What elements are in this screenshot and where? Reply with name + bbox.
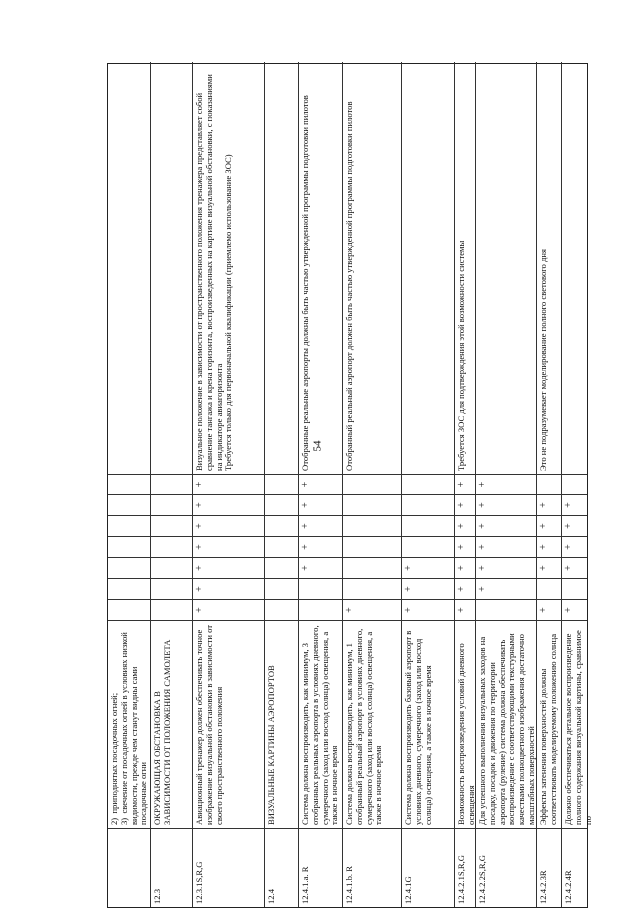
remarks-cell <box>151 62 192 475</box>
mark-cell <box>151 537 192 558</box>
mark-cell <box>108 475 150 495</box>
mark-cell: + <box>455 600 475 621</box>
mark-cell: + <box>537 537 561 558</box>
mark-cell: + <box>476 495 536 516</box>
mark-cell <box>265 516 298 537</box>
mark-cell: + <box>537 558 561 579</box>
mark-cell: + <box>193 558 264 579</box>
remarks-cell <box>108 62 150 475</box>
mark-cell: + <box>402 579 454 600</box>
table-row <box>150 62 192 907</box>
mark-cell: + <box>299 537 342 558</box>
requirements-table <box>107 63 593 908</box>
mark-cell: + <box>455 579 475 600</box>
mark-cell <box>562 579 587 600</box>
ref-cell: 12.4.2.1S,R,G <box>456 855 466 904</box>
mark-cell <box>402 537 454 558</box>
requirement-cell: ВИЗУАЛЬНЫЕ КАРТИНЫ АЭРОПОРТОВ <box>265 621 298 829</box>
mark-cell <box>476 600 536 621</box>
remarks-cell <box>476 62 536 475</box>
requirement-cell: Эффекты затенения поверхностей должны соответствовать моделируемому положению солнца <box>537 621 561 829</box>
requirement-cell <box>108 621 150 829</box>
requirement-item: 3) свечение от посадочных огней в условиях низкой видимости, прежде чем станут видны сами посадочные огни <box>118 632 149 825</box>
table-row <box>264 62 298 907</box>
mark-cell <box>151 495 192 516</box>
table-row <box>454 62 475 907</box>
mark-cell <box>402 475 454 495</box>
mark-cell: + <box>193 537 264 558</box>
mark-cell: + <box>476 558 536 579</box>
mark-cell <box>265 600 298 621</box>
ref-cell: 12.4.1.b. R <box>344 866 354 904</box>
mark-cell: + <box>193 495 264 516</box>
table-row <box>192 62 264 907</box>
remarks-cell: Отобранные реальные аэропорты должны быть частью утвержденной программы подготовки пилотов <box>299 62 342 475</box>
mark-cell <box>265 537 298 558</box>
requirement-cell: ОКРУЖАЮЩАЯ ОБСТАНОВКА В ЗАВИСИМОСТИ ОТ ПОЛОЖЕНИЯ САМОЛЕТА <box>151 621 192 829</box>
mark-cell <box>265 558 298 579</box>
requirement-cell: Система должна воспроизводить базовый аэропорт в условиях дневного, сумеречного (заход или восход солнца) освещения, а также в ночное время <box>402 621 454 829</box>
mark-cell <box>108 579 150 600</box>
mark-cell <box>151 600 192 621</box>
mark-cell <box>402 516 454 537</box>
mark-cell <box>265 579 298 600</box>
remarks-cell: Это не подразумевает моделирование полного светового дня <box>537 62 561 475</box>
mark-cell <box>343 537 401 558</box>
mark-cell <box>265 495 298 516</box>
requirement-cell: Авиационный тренажер должен обеспечивать точное изображение визуальной обстановки в зависимости от своего пространственного положения <box>193 621 264 829</box>
page-number: 54 <box>311 440 324 452</box>
mark-cell <box>108 558 150 579</box>
mark-cell <box>562 475 587 495</box>
mark-cell: + <box>562 537 587 558</box>
mark-cell: + <box>537 516 561 537</box>
ref-cell: 12.4.1G <box>403 876 413 904</box>
mark-cell <box>151 516 192 537</box>
table-row <box>401 62 454 907</box>
mark-cell <box>108 537 150 558</box>
ref-cell: 12.4.2.3R <box>538 870 548 904</box>
remarks-cell: Отобранный реальный аэропорт должен быть частью утвержденной программы подготовки пилотов <box>343 62 401 475</box>
mark-cell: + <box>476 475 536 495</box>
remarks-cell <box>562 62 587 475</box>
mark-cell: + <box>476 579 536 600</box>
mark-cell: + <box>299 558 342 579</box>
table-row <box>342 62 401 907</box>
mark-cell: + <box>193 600 264 621</box>
ref-cell: 12.3 <box>152 888 162 904</box>
requirement-cell: Должно обеспечиваться детальное воспроизведение полного содержания визуальной картины, сравнимое по <box>562 621 587 829</box>
mark-cell: + <box>299 516 342 537</box>
requirement-cell: Возможность воспроизведения условий дневного освещения <box>455 621 475 829</box>
mark-cell <box>402 495 454 516</box>
mark-cell: + <box>455 495 475 516</box>
table-row <box>298 62 342 907</box>
mark-cell <box>343 516 401 537</box>
mark-cell: + <box>402 558 454 579</box>
mark-cell <box>151 579 192 600</box>
remarks-cell: Визуальное положение в зависимости от пространственного положения тренажера представляет собой сравнение тангажа и крена горизонта, воспроизведенных на картине визуальной обстановки, с показаниями на индикаторе авиагоризонта Требуется только для первоначальной квалификации (приемлемо использование ЗОС) <box>193 62 264 475</box>
mark-cell: + <box>455 558 475 579</box>
mark-cell: + <box>476 537 536 558</box>
mark-cell: + <box>193 475 264 495</box>
requirement-cell: Для успешного выполнения визуальных заходов на посадку, посадок и движения по территории аэропорта (руление) система должна обеспечивать воспроизведение с соответствующими текстурными качествами полноцветного изображения достаточно масштабных поверхностей <box>476 621 536 829</box>
mark-cell: + <box>455 475 475 495</box>
mark-cell <box>299 579 342 600</box>
mark-cell <box>343 579 401 600</box>
mark-cell: + <box>537 495 561 516</box>
mark-cell <box>343 495 401 516</box>
mark-cell <box>343 475 401 495</box>
mark-cell <box>108 495 150 516</box>
ref-cell: 12.4.2.4R <box>563 870 573 904</box>
mark-cell: + <box>455 537 475 558</box>
requirement-cell: Система должна воспроизводить, как минимум, 3 отобранных реальных аэропорта в условиях дневного, сумеречного (заход или восход солнца) освещения, а также в ночное время <box>299 621 342 829</box>
table-row <box>536 62 561 907</box>
mark-cell: + <box>402 600 454 621</box>
table-row <box>561 62 593 907</box>
mark-cell: + <box>455 516 475 537</box>
mark-cell: + <box>299 495 342 516</box>
mark-cell: + <box>193 516 264 537</box>
table-row <box>475 62 536 907</box>
ref-cell: 12.4.1.a. R <box>300 866 310 904</box>
requirement-cell: Система должна воспроизводить, как минимум, 1 отобранный реальный аэропорт в условиях дневного, сумеречного (заход или восход солнца) освещения, а также в ночное время <box>343 621 401 829</box>
ref-cell: 12.4.2.2S,R,G <box>477 855 487 904</box>
mark-cell: + <box>562 600 587 621</box>
mark-cell <box>151 558 192 579</box>
remarks-cell <box>265 62 298 475</box>
requirement-item: 2) приподнятых посадочных огней; <box>109 692 119 825</box>
remarks-cell <box>402 62 454 475</box>
mark-cell: + <box>193 579 264 600</box>
mark-cell <box>108 516 150 537</box>
mark-cell <box>299 600 342 621</box>
remarks-cell: Требуется ЗОС для подтверждения этой возможности системы <box>455 62 475 475</box>
mark-cell: + <box>343 600 401 621</box>
ref-cell <box>108 829 150 907</box>
mark-cell: + <box>299 475 342 495</box>
mark-cell <box>537 475 561 495</box>
mark-cell: + <box>562 495 587 516</box>
mark-cell <box>343 558 401 579</box>
mark-cell <box>108 600 150 621</box>
mark-cell <box>537 579 561 600</box>
table-row <box>108 62 150 907</box>
mark-cell <box>151 475 192 495</box>
ref-cell: 12.4 <box>266 888 276 904</box>
mark-cell: + <box>562 558 587 579</box>
ref-cell: 12.3.1S,R,G <box>194 861 204 904</box>
mark-cell: + <box>537 600 561 621</box>
mark-cell <box>265 475 298 495</box>
mark-cell: + <box>562 516 587 537</box>
mark-cell: + <box>476 516 536 537</box>
